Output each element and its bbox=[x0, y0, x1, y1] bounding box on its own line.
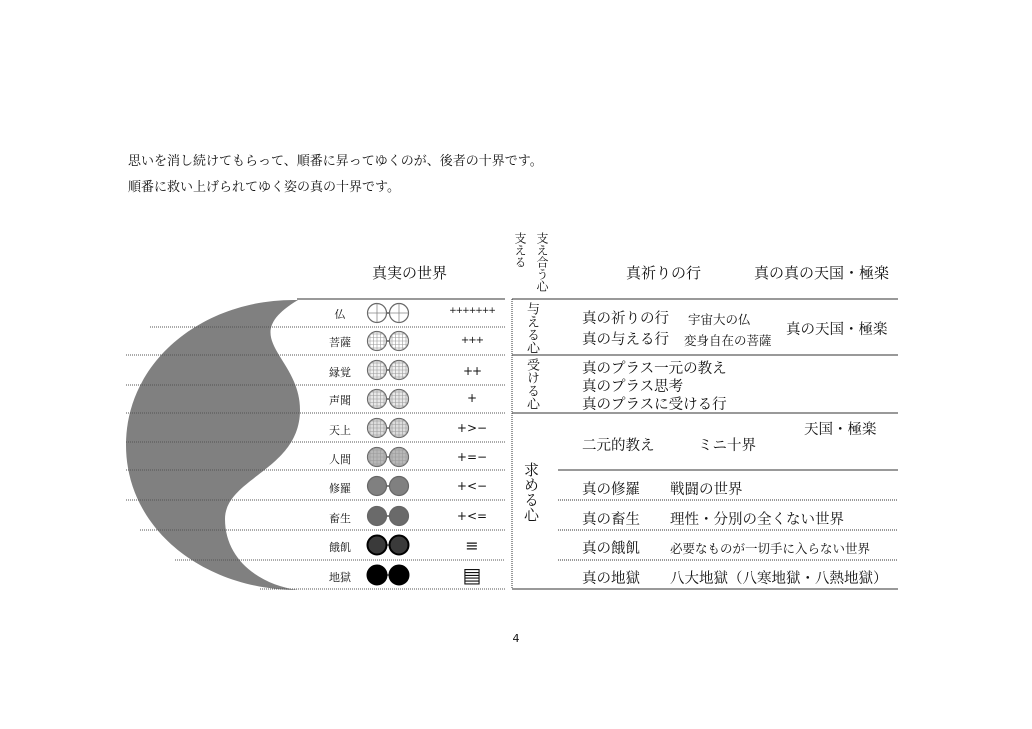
realm-name: 天上 bbox=[329, 424, 351, 437]
dual-teaching: 二元的教え bbox=[582, 438, 655, 454]
mini-ten-worlds: ミニ十界 bbox=[698, 438, 756, 454]
intro-line-2: 順番に救い上げられてゆく姿の真の十界です。 bbox=[128, 180, 400, 195]
realm-name: 修羅 bbox=[329, 482, 351, 495]
center-title: 真祈りの行 bbox=[626, 264, 702, 282]
mind-label-receiving: 受ける心 bbox=[524, 358, 539, 410]
realm-name: 餓飢 bbox=[329, 541, 351, 554]
realm-symbol: +<− bbox=[456, 479, 488, 493]
left-title: 真実の世界 bbox=[372, 264, 448, 282]
intro-line-1: 思いを消し続けてもらって、順番に昇ってゆくのが、後者の十界です。 bbox=[128, 154, 543, 169]
vert-label-mutual-support: 支え合う心 bbox=[535, 232, 549, 292]
true-gaki: 真の餓飢 bbox=[582, 541, 640, 557]
realm-name: 菩薩 bbox=[329, 336, 351, 349]
plus-one-teaching: 真のプラス一元の教え bbox=[582, 361, 727, 377]
plus-receive: 真のプラスに受ける行 bbox=[582, 397, 727, 413]
plus-thinking: 真のプラス思考 bbox=[582, 379, 684, 395]
prayer-practice: 真の祈りの行 bbox=[582, 311, 669, 327]
realm-name: 地獄 bbox=[329, 571, 351, 584]
realm-symbol: ▤ bbox=[462, 563, 482, 587]
gaki-desc: 必要なものが一切手に入らない世界 bbox=[670, 541, 871, 556]
right-title: 真の真の天国・極楽 bbox=[754, 264, 890, 282]
realm-name: 人間 bbox=[329, 453, 351, 466]
realm-symbol: +=− bbox=[456, 450, 488, 464]
realm-symbol: +++++++ bbox=[449, 306, 495, 316]
realm-symbol: + bbox=[466, 391, 478, 405]
true-chikusho: 真の畜生 bbox=[582, 512, 640, 528]
realm-symbol: ≡ bbox=[465, 536, 479, 555]
realm-name: 仏 bbox=[334, 308, 346, 321]
yin-yang-dark-half bbox=[126, 300, 300, 590]
realm-symbol: +>− bbox=[456, 421, 488, 435]
page-number: 4 bbox=[512, 632, 520, 645]
shura-desc: 戦闘の世界 bbox=[670, 482, 743, 498]
realm-symbol: +<= bbox=[456, 509, 488, 523]
chikusho-desc: 理性・分別の全くない世界 bbox=[670, 512, 844, 528]
mind-label-giving: 与える心 bbox=[524, 302, 539, 354]
realm-symbol: +++ bbox=[460, 335, 484, 346]
true-heaven: 真の天国・極楽 bbox=[786, 322, 888, 338]
realm-symbol: ++ bbox=[462, 364, 482, 378]
vert-label-support: 支える bbox=[513, 232, 527, 268]
realm-name: 縁覚 bbox=[329, 366, 351, 379]
realm-name: 畜生 bbox=[329, 512, 351, 525]
realm-name: 声聞 bbox=[329, 394, 351, 407]
jigoku-desc: 八大地獄（八寒地獄・八熱地獄） bbox=[670, 571, 888, 587]
heaven-paradise: 天国・極楽 bbox=[804, 422, 877, 438]
giving-sub: 変身自在の菩薩 bbox=[684, 333, 772, 348]
true-jigoku: 真の地獄 bbox=[582, 571, 640, 587]
true-shura: 真の修羅 bbox=[582, 482, 640, 498]
giving-practice: 真の与える行 bbox=[582, 332, 669, 348]
prayer-sub: 宇宙大の仏 bbox=[688, 312, 751, 327]
mind-label-seeking: 求める心 bbox=[522, 462, 540, 522]
